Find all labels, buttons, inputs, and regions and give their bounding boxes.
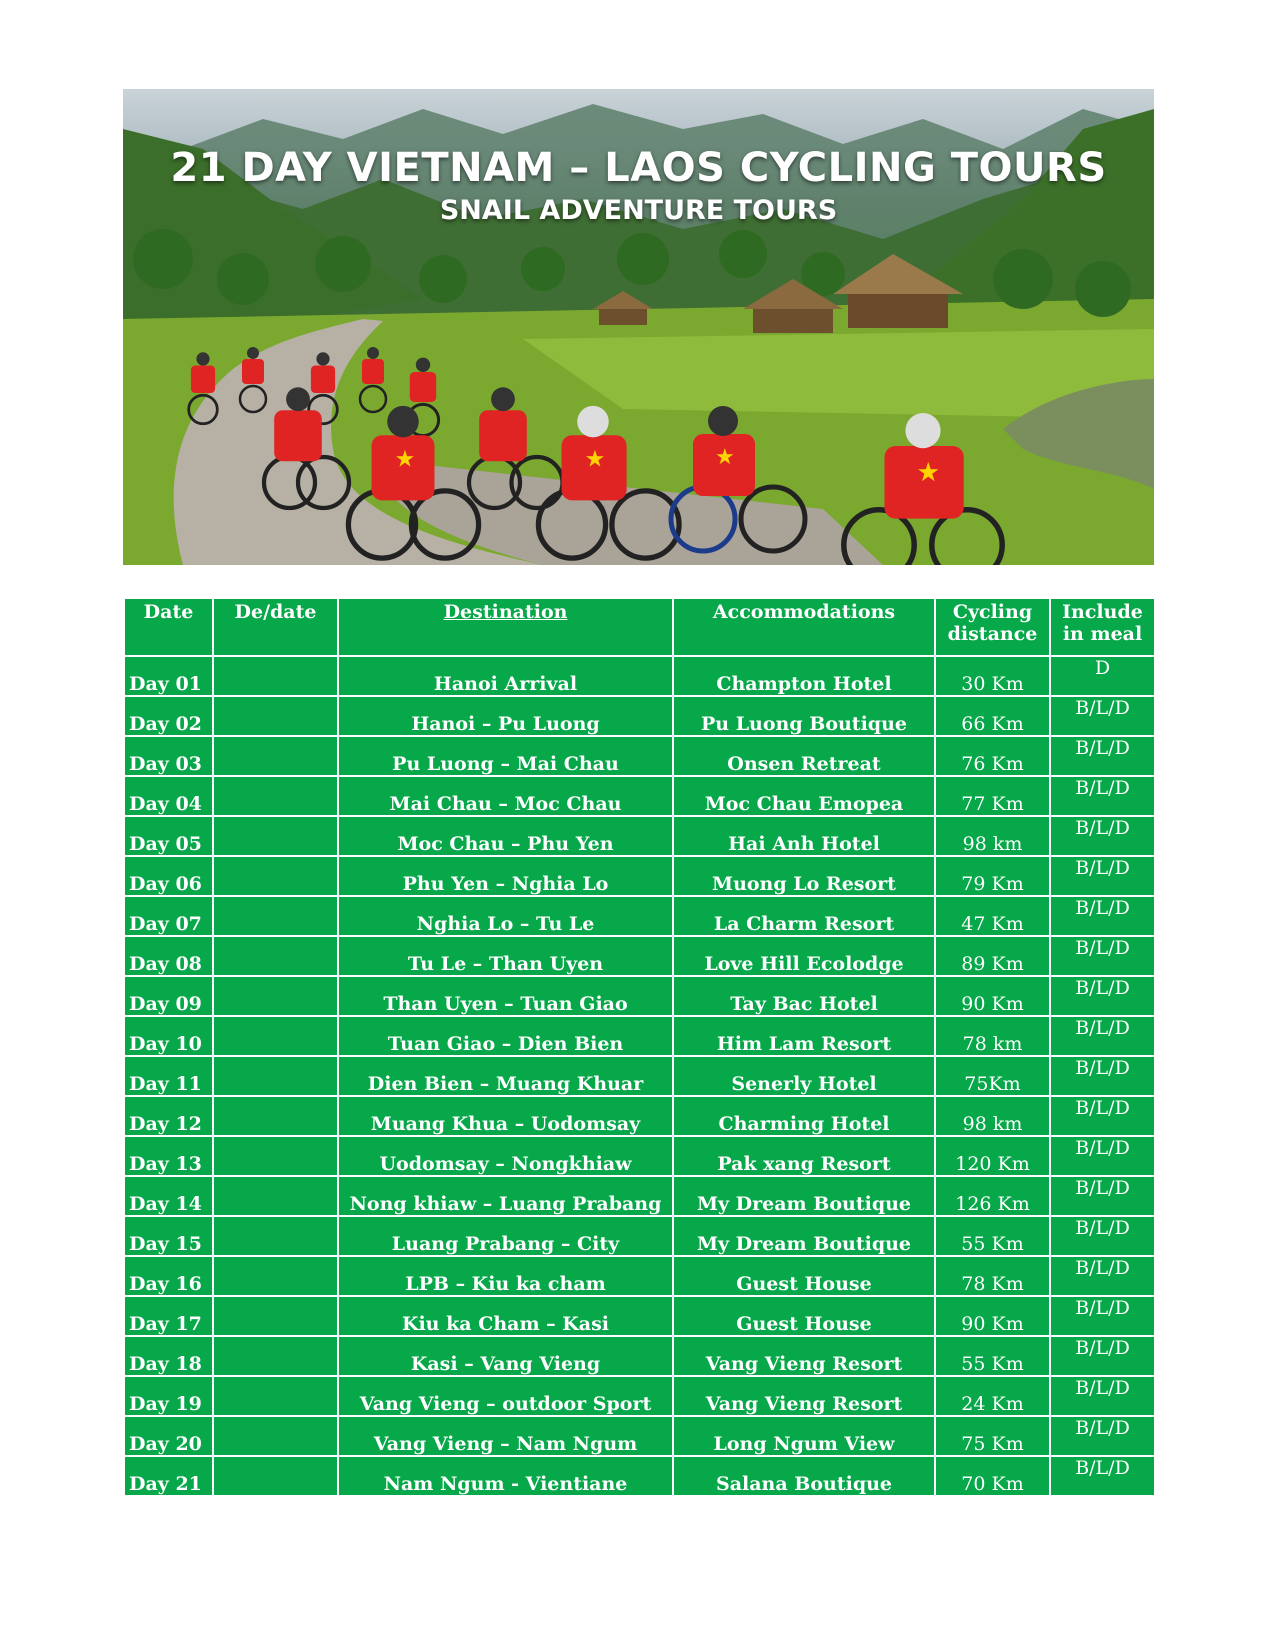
table-row xyxy=(124,1096,1155,1136)
dedate-cell xyxy=(213,1336,338,1376)
destination-cell: Hanoi – Pu Luong xyxy=(338,696,673,736)
destination-cell: Dien Bien – Muang Khuar xyxy=(338,1056,673,1096)
table-row xyxy=(124,1056,1155,1096)
svg-text:★: ★ xyxy=(394,446,416,473)
day-cell: Day 01 xyxy=(124,656,213,696)
table-row xyxy=(124,1336,1155,1376)
accommodation-cell: Senerly Hotel xyxy=(673,1056,935,1096)
dedate-cell xyxy=(213,1096,338,1136)
accommodation-cell: Muong Lo Resort xyxy=(673,856,935,896)
dedate-cell xyxy=(213,816,338,856)
accommodation-cell: Pak xang Resort xyxy=(673,1136,935,1176)
meal-cell: B/L/D xyxy=(1050,976,1155,1016)
dedate-cell xyxy=(213,696,338,736)
distance-cell: 75 Km xyxy=(935,1416,1050,1456)
distance-cell: 98 km xyxy=(935,816,1050,856)
meal-cell: B/L/D xyxy=(1050,896,1155,936)
meal-cell: B/L/D xyxy=(1050,1336,1155,1376)
table-row xyxy=(124,1296,1155,1336)
destination-cell: Muang Khua – Uodomsay xyxy=(338,1096,673,1136)
header-destination xyxy=(338,598,673,656)
distance-cell: 76 Km xyxy=(935,736,1050,776)
destination-cell: Tuan Giao – Dien Bien xyxy=(338,1016,673,1056)
destination-cell: LPB – Kiu ka cham xyxy=(338,1256,673,1296)
table-row xyxy=(124,1216,1155,1256)
day-cell: Day 08 xyxy=(124,936,213,976)
distance-cell: 78 Km xyxy=(935,1256,1050,1296)
table-row xyxy=(124,1456,1155,1496)
table-row xyxy=(124,736,1155,776)
meal-cell: B/L/D xyxy=(1050,1256,1155,1296)
dedate-cell xyxy=(213,736,338,776)
accommodation-cell: Champton Hotel xyxy=(673,656,935,696)
day-cell: Day 05 xyxy=(124,816,213,856)
accommodation-cell: Him Lam Resort xyxy=(673,1016,935,1056)
day-cell: Day 11 xyxy=(124,1056,213,1096)
destination-cell: Phu Yen – Nghia Lo xyxy=(338,856,673,896)
table-header-row xyxy=(124,598,1155,656)
dedate-cell xyxy=(213,1056,338,1096)
banner-subtitle: SNAIL ADVENTURE TOURS xyxy=(439,195,838,226)
accommodation-cell: Charming Hotel xyxy=(673,1096,935,1136)
accommodation-cell: My Dream Boutique xyxy=(673,1176,935,1216)
distance-cell: 78 km xyxy=(935,1016,1050,1056)
accommodation-cell: Long Ngum View xyxy=(673,1416,935,1456)
table-row xyxy=(124,936,1155,976)
meal-cell: B/L/D xyxy=(1050,736,1155,776)
dedate-cell xyxy=(213,1176,338,1216)
accommodation-cell: Guest House xyxy=(673,1256,935,1296)
table-row xyxy=(124,1016,1155,1056)
meal-cell: B/L/D xyxy=(1050,1056,1155,1096)
destination-cell: Vang Vieng – outdoor Sport xyxy=(338,1376,673,1416)
distance-cell: 66 Km xyxy=(935,696,1050,736)
dedate-cell xyxy=(213,1256,338,1296)
accommodation-cell: La Charm Resort xyxy=(673,896,935,936)
destination-cell: Tu Le – Than Uyen xyxy=(338,936,673,976)
destination-cell: Kiu ka Cham – Kasi xyxy=(338,1296,673,1336)
dedate-cell xyxy=(213,776,338,816)
accommodation-cell: Hai Anh Hotel xyxy=(673,816,935,856)
dedate-cell xyxy=(213,1016,338,1056)
day-cell: Day 02 xyxy=(124,696,213,736)
distance-cell: 90 Km xyxy=(935,976,1050,1016)
destination-cell: Luang Prabang – City xyxy=(338,1216,673,1256)
day-cell: Day 15 xyxy=(124,1216,213,1256)
meal-cell: B/L/D xyxy=(1050,1096,1155,1136)
meal-cell: B/L/D xyxy=(1050,1016,1155,1056)
table-row xyxy=(124,1176,1155,1216)
table-row xyxy=(124,696,1155,736)
header-meal-line2: in meal xyxy=(1062,623,1143,645)
destination-cell: Mai Chau – Moc Chau xyxy=(338,776,673,816)
meal-cell: B/L/D xyxy=(1050,856,1155,896)
dedate-cell xyxy=(213,1376,338,1416)
day-cell: Day 09 xyxy=(124,976,213,1016)
destination-cell: Pu Luong – Mai Chau xyxy=(338,736,673,776)
meal-cell: B/L/D xyxy=(1050,816,1155,856)
destination-cell: Hanoi Arrival xyxy=(338,656,673,696)
table-row xyxy=(124,1376,1155,1416)
distance-cell: 70 Km xyxy=(935,1456,1050,1496)
accommodation-cell: Vang Vieng Resort xyxy=(673,1376,935,1416)
day-cell: Day 06 xyxy=(124,856,213,896)
dedate-cell xyxy=(213,1216,338,1256)
day-cell: Day 17 xyxy=(124,1296,213,1336)
day-cell: Day 20 xyxy=(124,1416,213,1456)
distance-cell: 79 Km xyxy=(935,856,1050,896)
header-cycling-line2: distance xyxy=(947,623,1038,645)
distance-cell: 47 Km xyxy=(935,896,1050,936)
dedate-cell xyxy=(213,1296,338,1336)
header-date: Date xyxy=(124,598,213,656)
header-cycling-distance xyxy=(935,598,1050,656)
destination-cell: Kasi – Vang Vieng xyxy=(338,1336,673,1376)
distance-cell: 55 Km xyxy=(935,1336,1050,1376)
svg-text:★: ★ xyxy=(916,457,941,489)
day-cell: Day 16 xyxy=(124,1256,213,1296)
day-cell: Day 13 xyxy=(124,1136,213,1176)
distance-cell: 55 Km xyxy=(935,1216,1050,1256)
accommodation-cell: Pu Luong Boutique xyxy=(673,696,935,736)
day-cell: Day 19 xyxy=(124,1376,213,1416)
accommodation-cell: Salana Boutique xyxy=(673,1456,935,1496)
svg-text:★: ★ xyxy=(584,446,606,473)
table-row xyxy=(124,896,1155,936)
meal-cell: B/L/D xyxy=(1050,936,1155,976)
day-cell: Day 21 xyxy=(124,1456,213,1496)
table-row xyxy=(124,976,1155,1016)
banner-image xyxy=(123,89,1154,565)
distance-cell: 89 Km xyxy=(935,936,1050,976)
meal-cell: B/L/D xyxy=(1050,1376,1155,1416)
dedate-cell xyxy=(213,896,338,936)
destination-cell: Moc Chau – Phu Yen xyxy=(338,816,673,856)
dedate-cell xyxy=(213,656,338,696)
day-cell: Day 18 xyxy=(124,1336,213,1376)
day-cell: Day 03 xyxy=(124,736,213,776)
meal-cell: B/L/D xyxy=(1050,696,1155,736)
meal-cell: B/L/D xyxy=(1050,1416,1155,1456)
header-dedate: De/date xyxy=(213,598,338,656)
distance-cell: 77 Km xyxy=(935,776,1050,816)
header-destination-label: Destination xyxy=(443,601,568,623)
table-row xyxy=(124,856,1155,896)
meal-cell: B/L/D xyxy=(1050,1296,1155,1336)
header-accommodations: Accommodations xyxy=(673,598,935,656)
accommodation-cell: Vang Vieng Resort xyxy=(673,1336,935,1376)
accommodation-cell: Love Hill Ecolodge xyxy=(673,936,935,976)
accommodation-cell: Onsen Retreat xyxy=(673,736,935,776)
meal-cell: B/L/D xyxy=(1050,1216,1155,1256)
day-cell: Day 04 xyxy=(124,776,213,816)
table-row xyxy=(124,776,1155,816)
table-row xyxy=(124,656,1155,696)
table-row xyxy=(124,1256,1155,1296)
day-cell: Day 14 xyxy=(124,1176,213,1216)
meal-cell: B/L/D xyxy=(1050,776,1155,816)
distance-cell: 30 Km xyxy=(935,656,1050,696)
header-include-meal xyxy=(1050,598,1155,656)
itinerary-body xyxy=(124,656,1155,1496)
dedate-cell xyxy=(213,856,338,896)
table-row xyxy=(124,1416,1155,1456)
distance-cell: 90 Km xyxy=(935,1296,1050,1336)
banner-title: 21 DAY VIETNAM – LAOS CYCLING TOURS xyxy=(170,145,1107,191)
table-row xyxy=(124,1136,1155,1176)
header-cycling-line1: Cycling xyxy=(952,601,1033,623)
table-row xyxy=(124,816,1155,856)
accommodation-cell: My Dream Boutique xyxy=(673,1216,935,1256)
dedate-cell xyxy=(213,976,338,1016)
distance-cell: 75Km xyxy=(935,1056,1050,1096)
distance-cell: 126 Km xyxy=(935,1176,1050,1216)
header-meal-line1: Include xyxy=(1062,601,1143,623)
accommodation-cell: Guest House xyxy=(673,1296,935,1336)
meal-cell: B/L/D xyxy=(1050,1456,1155,1496)
itinerary-table xyxy=(123,597,1156,1497)
dedate-cell xyxy=(213,1456,338,1496)
meal-cell: D xyxy=(1050,656,1155,696)
meal-cell: B/L/D xyxy=(1050,1176,1155,1216)
destination-cell: Nong khiaw – Luang Prabang xyxy=(338,1176,673,1216)
svg-text:★: ★ xyxy=(715,445,735,470)
meal-cell: B/L/D xyxy=(1050,1136,1155,1176)
destination-cell: Uodomsay – Nongkhiaw xyxy=(338,1136,673,1176)
destination-cell: Nghia Lo – Tu Le xyxy=(338,896,673,936)
day-cell: Day 10 xyxy=(124,1016,213,1056)
distance-cell: 120 Km xyxy=(935,1136,1050,1176)
destination-cell: Nam Ngum - Vientiane xyxy=(338,1456,673,1496)
accommodation-cell: Moc Chau Emopea xyxy=(673,776,935,816)
day-cell: Day 12 xyxy=(124,1096,213,1136)
dedate-cell xyxy=(213,936,338,976)
day-cell: Day 07 xyxy=(124,896,213,936)
dedate-cell xyxy=(213,1136,338,1176)
accommodation-cell: Tay Bac Hotel xyxy=(673,976,935,1016)
distance-cell: 98 km xyxy=(935,1096,1050,1136)
destination-cell: Than Uyen – Tuan Giao xyxy=(338,976,673,1016)
dedate-cell xyxy=(213,1416,338,1456)
destination-cell: Vang Vieng – Nam Ngum xyxy=(338,1416,673,1456)
distance-cell: 24 Km xyxy=(935,1376,1050,1416)
